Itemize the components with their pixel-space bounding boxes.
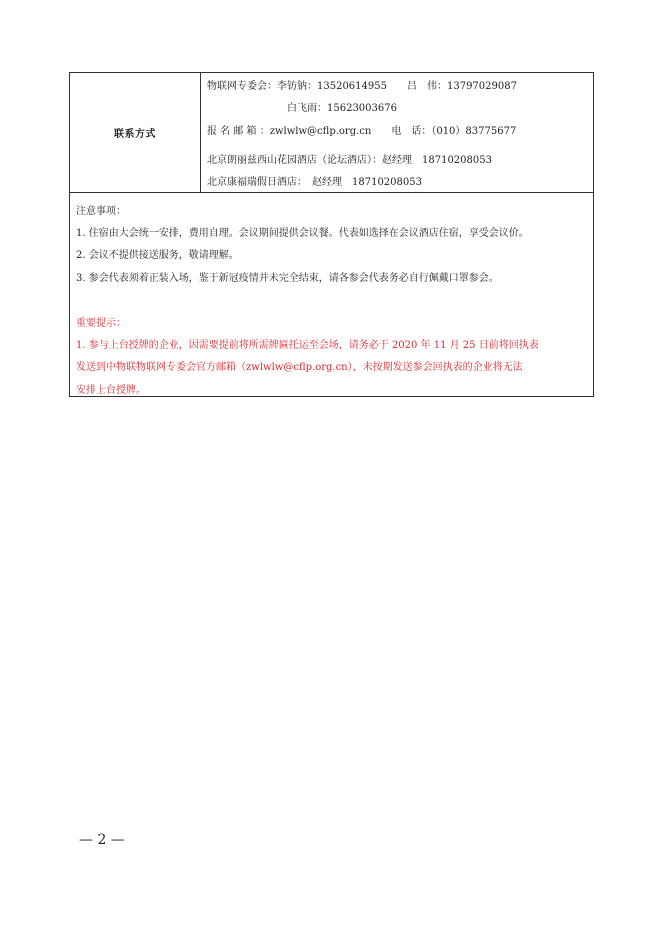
note-item-2: 2. 会议不提供接送服务，敬请理解。 (76, 250, 239, 261)
notes-heading: 注意事项： (76, 206, 126, 217)
contact-line-email: 报 名 邮 箱 ：zwlwlw@cflp.org.cn 电 话：（010）83775677 (207, 126, 517, 137)
important-line-1: 1. 参与上台授牌的企业，因需要提前将所需牌匾托运至会场，请务必于 2020 年 11 月 25 日前将回执表 (76, 340, 539, 351)
note-item-3: 3. 参会代表须着正装入场，鉴于新冠疫情并未完全结束，请各参会代表务必自行佩戴口罩参会。 (76, 273, 499, 284)
notes-row (70, 193, 593, 397)
contact-line-bai: 白飞雨：15623003676 (287, 103, 397, 114)
contact-and-notes-table (69, 72, 594, 397)
contact-line-hotel-1: 北京朗丽兹西山花园酒店（论坛酒店）：赵经理 18710208053 (207, 155, 492, 166)
important-line-2: 发送到中物联物联网专委会官方邮箱（zwlwlw@cflp.org.cn），未按期发送参会回执表的企业将无法 (76, 362, 523, 373)
contact-line-committee: 物联网专委会：李钫钠：13520614955 吕 伟：13797029087 (207, 81, 517, 92)
note-item-1: 1. 住宿由大会统一安排，费用自理。会议期间提供会议餐。代表如选择在会议酒店住宿，享受会议价。 (76, 228, 529, 239)
important-line-3: 安排上台授牌。 (76, 385, 146, 396)
contact-row (70, 73, 593, 193)
important-heading: 重要提示： (76, 318, 126, 329)
contact-label-cell (70, 73, 201, 192)
contact-label: 联系方式 (114, 129, 156, 140)
page-number: — 2 — (79, 832, 125, 848)
contact-line-hotel-2: 北京康福瑞假日酒店： 赵经理 18710208053 (207, 177, 422, 188)
